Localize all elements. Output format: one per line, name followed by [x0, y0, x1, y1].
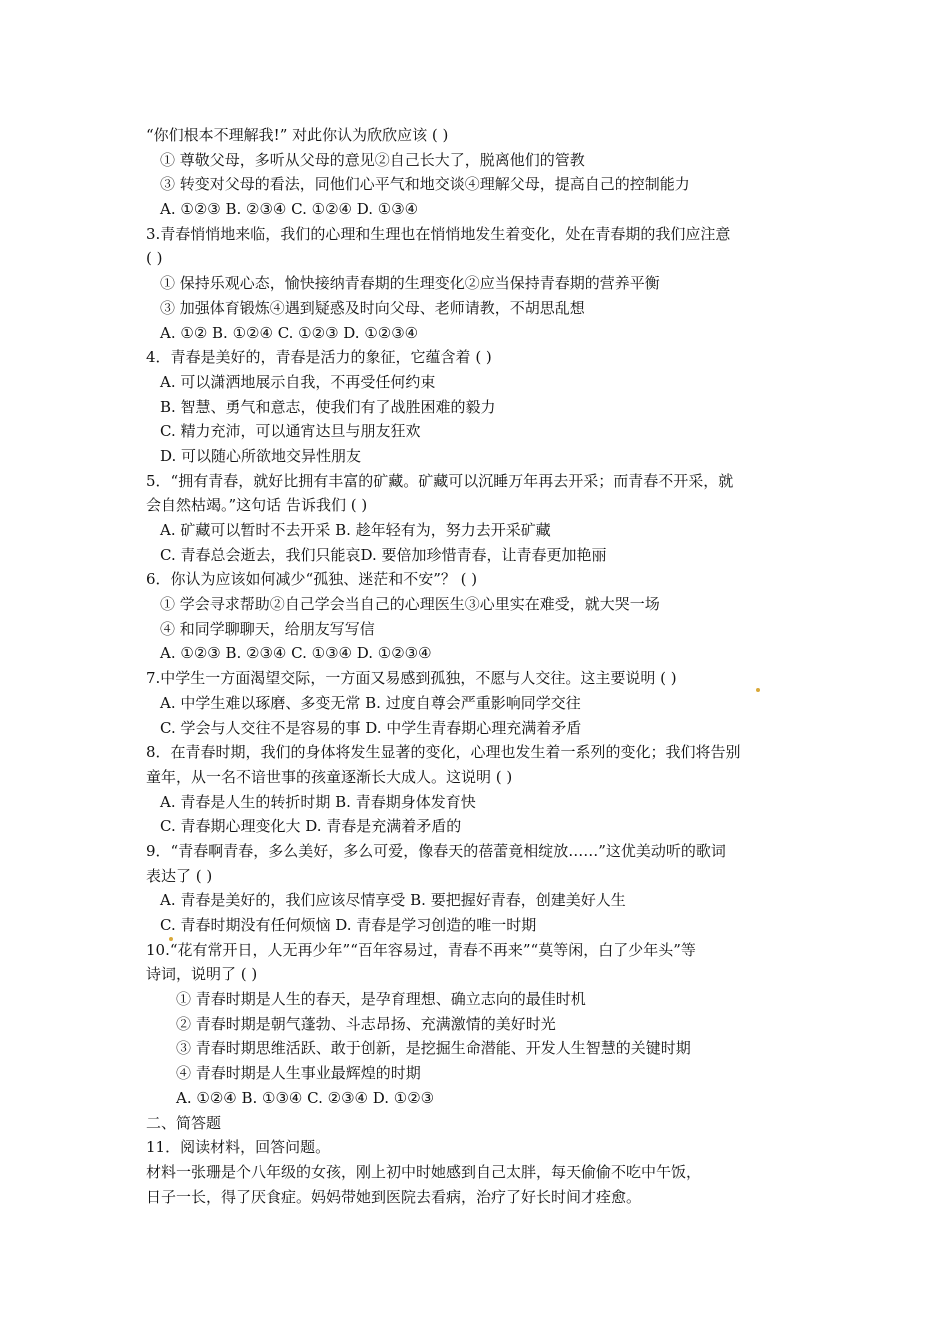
- text-line: A. ①②③ B. ②③④ C. ①③④ D. ①②③④: [160, 644, 432, 663]
- text-line: D. 可以随心所欲地交异性朋友: [160, 446, 362, 465]
- text-line: 材料一张珊是个八年级的女孩，刚上初中时她感到自己太胖，每天偷偷不吃中午饭，: [146, 1162, 702, 1181]
- text-line: A. 青春是人生的转折时期 B. 青春期身体发育快: [160, 792, 476, 811]
- text-line: A. 矿藏可以暂时不去开采 B. 趁年轻有为，努力去开采矿藏: [160, 521, 551, 539]
- text-line: “你们根本不理解我!” 对此你认为欣欣应该 ( ): [146, 126, 449, 144]
- text-line: ③ 加强体育锻炼④遇到疑惑及时向父母、老师请教，不胡思乱想: [160, 298, 585, 317]
- text-line: 3.青春悄悄地来临，我们的心理和生理也在悄悄地发生着变化，处在青春期的我们应注意: [146, 224, 731, 243]
- text-line: C. 精力充沛，可以通宵达旦与朋友狂欢: [160, 422, 421, 441]
- text-line: ③ 转变对父母的看法，同他们心平气和地交谈④理解父母，提高自己的控制能力: [160, 175, 690, 194]
- text-line: A. 中学生难以琢磨、多变无常 B. 过度自尊会严重影响同学交往: [160, 693, 581, 712]
- text-line: B. 智慧、勇气和意志，使我们有了战胜困难的毅力: [160, 397, 496, 416]
- text-line: A. ①②④ B. ①③④ C. ②③④ D. ①②③: [176, 1088, 435, 1107]
- text-line: 11．阅读材料，回答问题。: [146, 1138, 331, 1157]
- text-line: ④ 和同学聊聊天，给朋友写写信: [160, 619, 375, 638]
- text-line: 8．在青春时期，我们的身体将发生显著的变化，心理也发生着一系列的变化；我们将告别: [146, 743, 741, 762]
- text-line: 4．青春是美好的，青春是活力的象征，它蕴含着 ( ): [146, 348, 492, 367]
- text-line: A. ①②③ B. ②③④ C. ①②④ D. ①③④: [160, 200, 419, 219]
- text-line: ④ 青春时期是人生事业最辉煌的时期: [176, 1064, 421, 1083]
- text-line: 二、简答题: [146, 1113, 222, 1132]
- stray-mark: [756, 688, 760, 692]
- text-line: ③ 青春时期思维活跃、敢于创新，是挖掘生命潜能、开发人生智慧的关键时期: [176, 1039, 691, 1058]
- text-line: ① 保持乐观心态，愉快接纳青春期的生理变化②应当保持青春期的营养平衡: [160, 274, 660, 293]
- text-line: 会自然枯竭。”这句话 告诉我们 ( ): [146, 496, 368, 515]
- text-line: C. 青春总会逝去，我们只能哀D. 要倍加珍惜青春，让青春更加艳丽: [160, 545, 607, 564]
- text-line: ② 青春时期是朝气蓬勃、斗志昂扬、充满激情的美好时光: [176, 1014, 556, 1033]
- text-line: 6．你认为应该如何减少“孤独、迷茫和不安”？ ( ): [146, 570, 478, 589]
- stray-mark: [169, 937, 173, 941]
- text-line: 9．“青春啊青春，多么美好，多么可爱，像春天的蓓蕾竟相绽放……”这优美动听的歌词: [146, 841, 726, 860]
- text-line: A. ①② B. ①②④ C. ①②③ D. ①②③④: [160, 323, 419, 342]
- text-line: A. 可以潇洒地展示自我，不再受任何约束: [160, 372, 436, 391]
- text-line: 日子一长，得了厌食症。妈妈带她到医院去看病，治疗了好长时间才痊愈。: [146, 1187, 642, 1206]
- text-line: 诗词，说明了 ( ): [146, 965, 258, 984]
- text-line: C. 学会与人交往不是容易的事 D. 中学生青春期心理充满着矛盾: [160, 718, 582, 737]
- text-line: 童年，从一名不谙世事的孩童逐渐长大成人。这说明 ( ): [146, 767, 513, 786]
- text-line: 10.“花有常开日，人无再少年”“百年容易过，青春不再来”“莫等闲，白了少年头”等: [146, 940, 696, 959]
- text-line: ① 学会寻求帮助②自己学会当自己的心理医生③心里实在难受，就大哭一场: [160, 595, 660, 614]
- text-line: 7.中学生一方面渴望交际，一方面又易感到孤独，不愿与人交往。这主要说明 ( ): [146, 669, 677, 688]
- text-line: C. 青春期心理变化大 D. 青春是充满着矛盾的: [160, 817, 462, 836]
- text-line: A. 青春是美好的，我们应该尽情享受 B. 要把握好青春，创建美好人生: [160, 891, 626, 910]
- text-line: ① 尊敬父母，多听从父母的意见②自己长大了，脱离他们的管教: [160, 150, 585, 169]
- text-line: ① 青春时期是人生的春天，是孕育理想、确立志向的最佳时机: [176, 990, 586, 1009]
- text-line: C. 青春时期没有任何烦恼 D. 青春是学习创造的唯一时期: [160, 916, 537, 934]
- text-line: ( ): [146, 249, 163, 268]
- text-line: 表达了 ( ): [146, 866, 213, 885]
- text-line: 5．“拥有青春，就好比拥有丰富的矿藏。矿藏可以沉睡万年再去开采；而青春不开采，就: [146, 471, 734, 490]
- document-page: [0, 123, 950, 1209]
